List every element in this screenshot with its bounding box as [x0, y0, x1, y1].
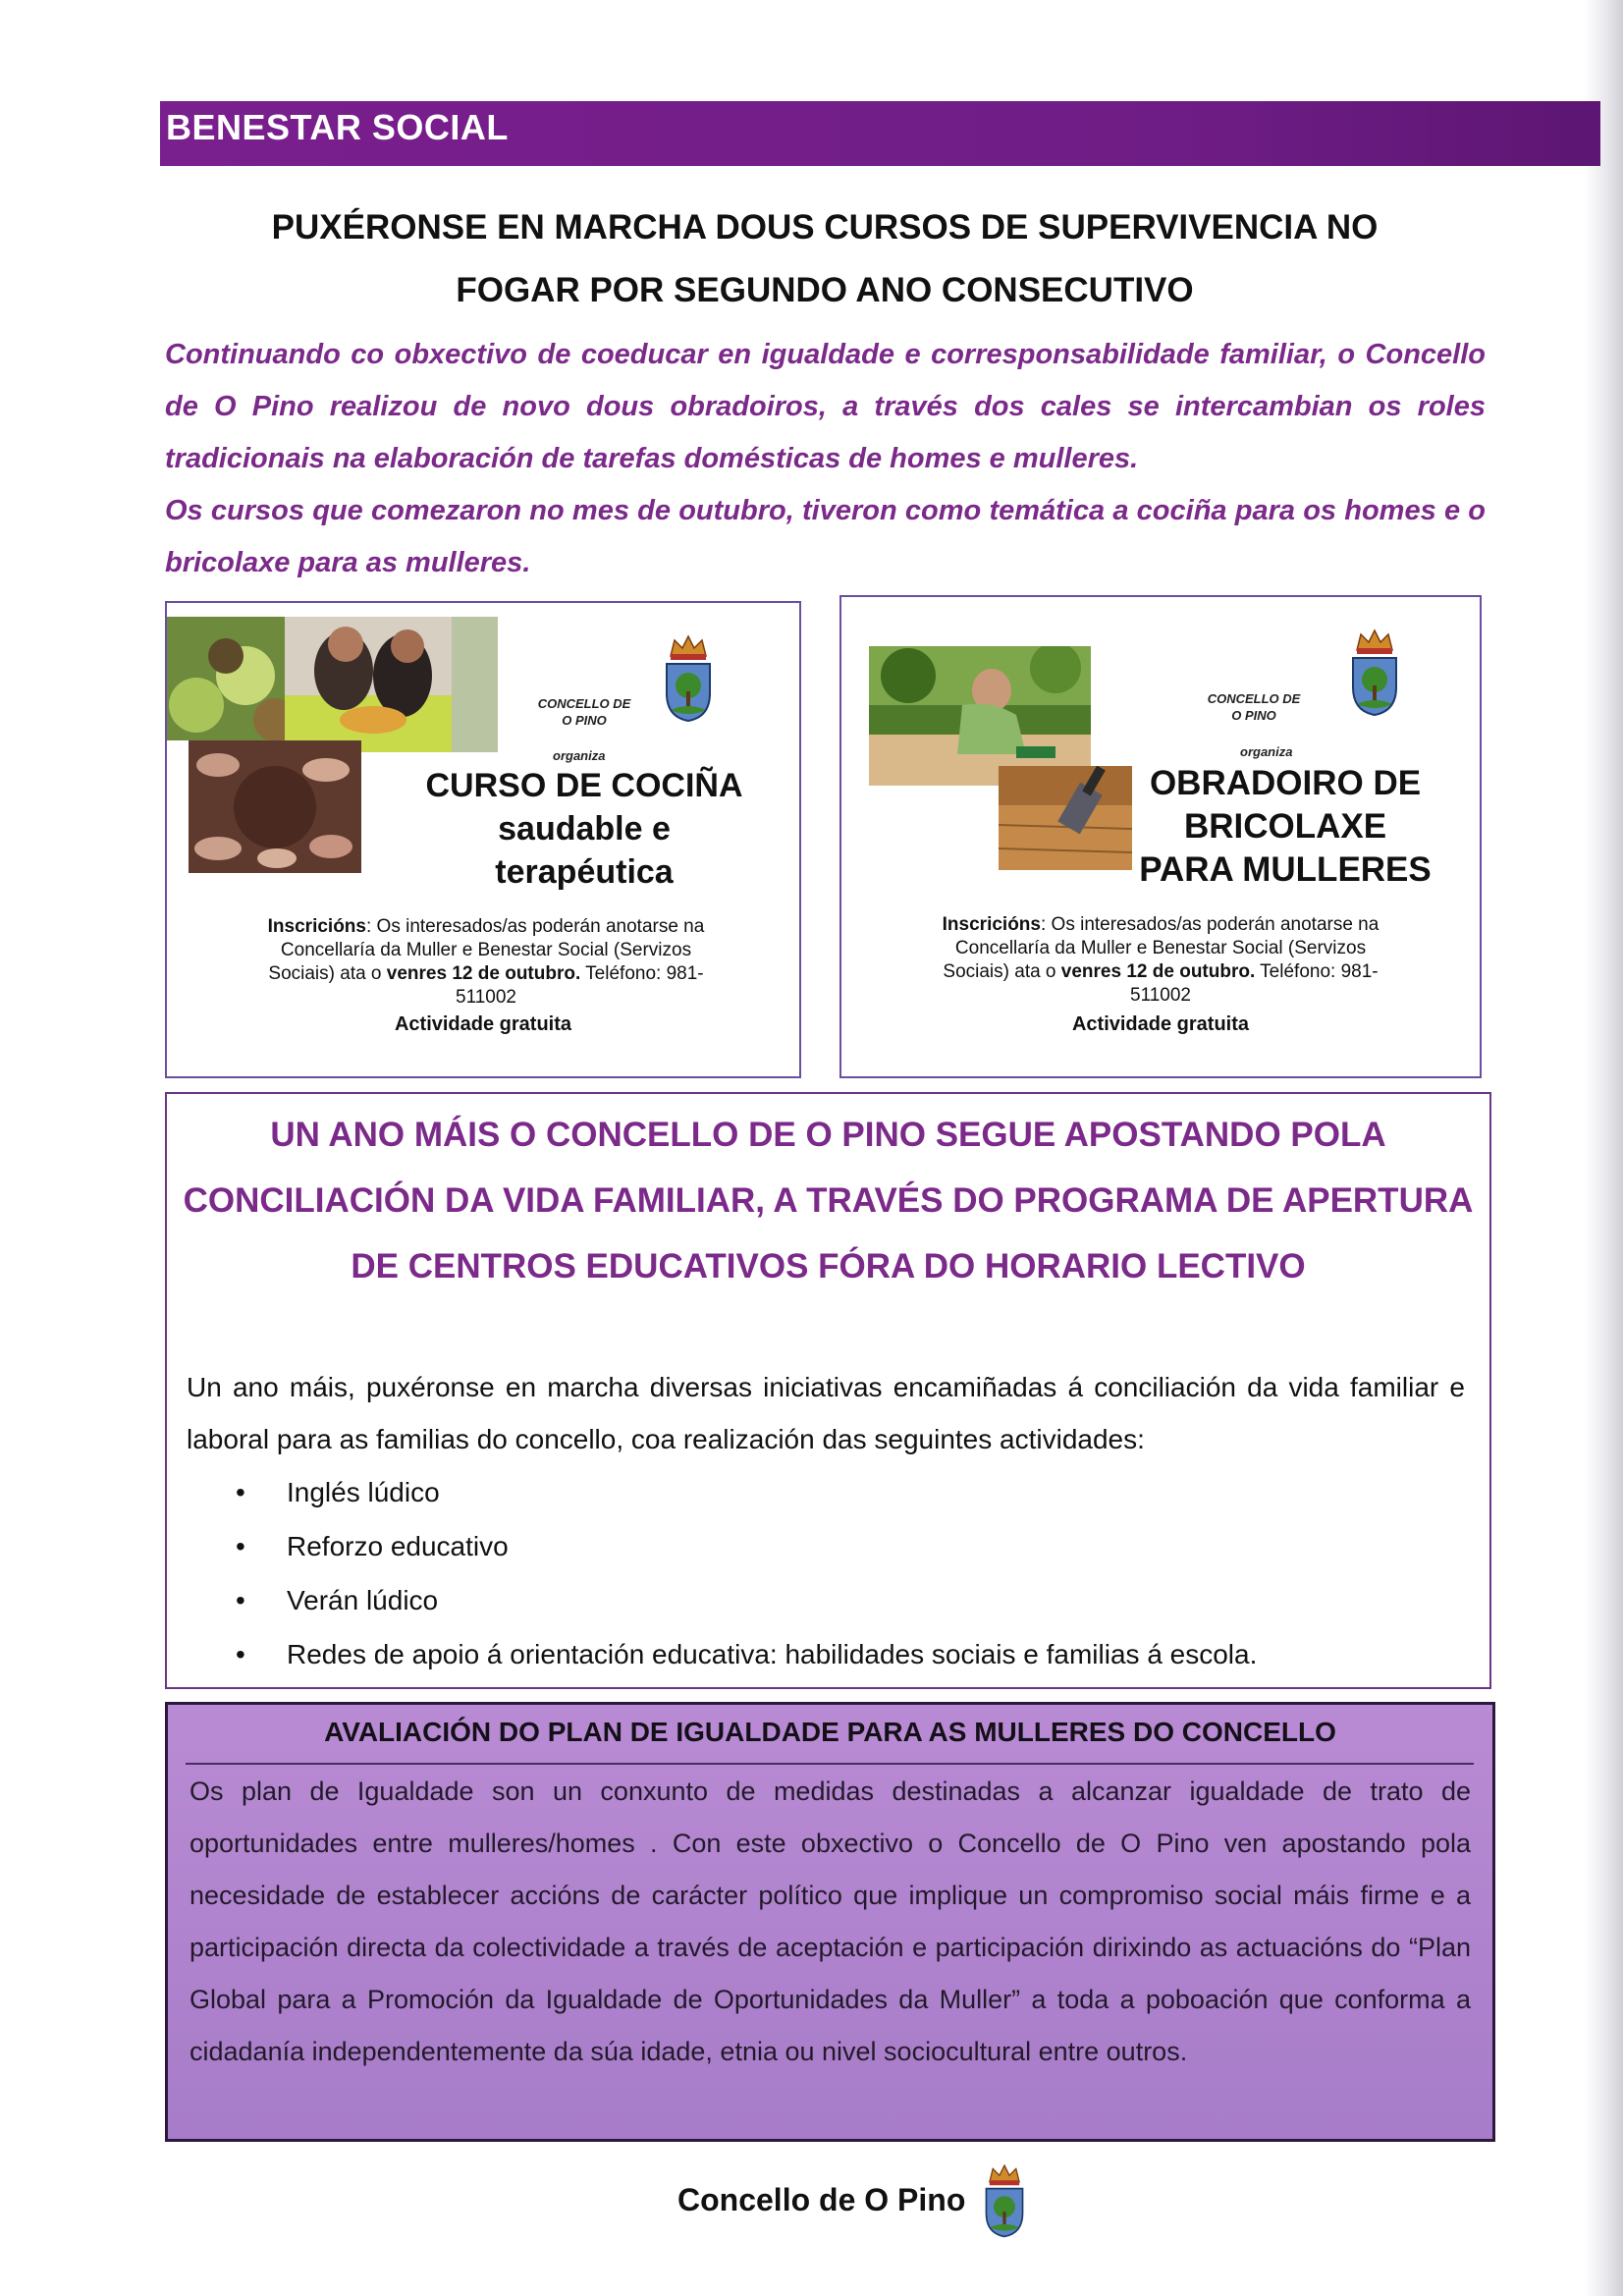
conciliation-title: UN ANO MÁIS O CONCELLO DE O PINO SEGUE APOSTANDO POLA CONCILIACIÓN DA VIDA FAMILIAR, A TRAVÉS DO PROGRAMA DE APERTURA DE CENTROS EDUCATIVOS FÓRA DO HORARIO LECTIVO [183, 1116, 1474, 1285]
intro-paragraph-1: Continuando co obxectivo de coeducar en igualdade e corresponsabilidade familiar, o Concello de O Pino realizou de novo dous obradoiros, a través dos cales se intercambian os roles tradicionais na elaboración de tarefas domésticas de homes e mulleres. [165, 339, 1486, 474]
inscription-phone: Teléfono: 981-511002 [1130, 961, 1379, 1006]
org-label [1205, 690, 1303, 724]
org-label [535, 695, 633, 729]
crest-icon [982, 2160, 1027, 2244]
photo-woodwork [869, 646, 1091, 786]
poster-title-line1: CURSO DE COCIÑA [425, 767, 743, 804]
inscription-date: venres 12 de outubro. [386, 963, 581, 984]
free-activity-label: Actividade gratuita [394, 1013, 572, 1035]
photo-paintbrush [999, 766, 1132, 870]
poster-title-line3: PARA MULLERES [1139, 850, 1432, 889]
poster-cocina [165, 601, 801, 1078]
inscription-text [935, 913, 1386, 1008]
article-title-line2: FOGAR POR SEGUNDO ANO CONSECUTIVO [456, 271, 1194, 309]
section-header-label: BENESTAR SOCIAL [166, 107, 509, 147]
list-item: • Redes de apoio á orientación educativa: habilidades sociais e familias á escola. [236, 1627, 1257, 1681]
conciliation-box [165, 1092, 1491, 1689]
conciliation-intro: Un ano máis, puxéronse en marcha diversas iniciativas encamiñadas á conciliación da vida familiar e laboral para as familias do concello, coa realización das seguintes actividades: [187, 1372, 1465, 1454]
section-header-bar [160, 101, 1600, 166]
poster-title-line3: terapéutica [495, 853, 674, 891]
organiza-label: organiza [1240, 744, 1293, 759]
equality-plan-box [165, 1702, 1495, 2142]
footer-label: Concello de O Pino [677, 2182, 966, 2217]
org-label-line1: CONCELLO DE [1207, 691, 1301, 706]
inscription-phone: Teléfono: 981-511002 [456, 963, 704, 1008]
inscription-label: Inscricións [267, 916, 366, 937]
poster-title [1128, 762, 1442, 892]
poster-title-line2: saudable e [498, 810, 671, 847]
page-edge [1584, 0, 1623, 2296]
article-intro [165, 329, 1486, 589]
organiza-label: organiza [553, 748, 606, 763]
article-title [167, 196, 1483, 322]
activities-list [236, 1465, 1257, 1681]
inscription-label: Inscricións [942, 914, 1041, 935]
crest-icon [1349, 625, 1400, 723]
poster-bricolaxe [839, 595, 1482, 1078]
inscription-text [255, 915, 717, 1010]
divider [186, 1763, 1474, 1765]
article-title-line1: PUXÉRONSE EN MARCHA DOUS CURSOS DE SUPERVIVENCIA NO [271, 208, 1379, 246]
crest-icon [663, 630, 714, 729]
inscription-body: : Os interesados/as poderán anotarse na Concellaría da Muller e Benestar Social (Servizos Sociais) ata o [943, 914, 1380, 982]
list-item: • Inglés lúdico [236, 1465, 1257, 1519]
poster-title [412, 764, 756, 894]
equality-plan-title: AVALIACIÓN DO PLAN DE IGUALDADE PARA AS MULLERES DO CONCELLO [324, 1717, 1336, 1747]
inscription-body: : Os interesados/as poderán anotarse na Concellaría da Muller e Benestar Social (Servizos Sociais) ata o [268, 916, 705, 984]
poster-title-line1: OBRADOIRO DE [1149, 764, 1422, 802]
intro-paragraph-2: Os cursos que comezaron no mes de outubro, tiveron como temática a cociña para os homes e o bricolaxe para as mulleres. [165, 495, 1486, 578]
org-label-line2: O PINO [1231, 708, 1276, 723]
list-item: • Reforzo educativo [236, 1519, 1257, 1573]
photo-hands [189, 740, 361, 873]
org-label-line2: O PINO [562, 713, 607, 728]
org-label-line1: CONCELLO DE [537, 696, 631, 711]
poster-title-line2: BRICOLAXE [1183, 807, 1387, 846]
list-item: • Verán lúdico [236, 1573, 1257, 1627]
equality-plan-text: Os plan de Igualdade son un conxunto de medidas destinadas a alcanzar igualdade de trato de oportunidades entre mulleres/homes . Con este obxectivo o Concello de O Pino ven apostando pola necesidade de establecer accións de carácter político que implique un compromiso social máis firme e a participación directa da colectividade a través de aceptación e participación dirixindo as actuacións do “Plan Global para a Promoción da Igualdade de Oportunidades da Muller” a toda a poboación que conforma a cidadanía independentemente da súa idade, etnia ou nivel sociocultural entre outros. [189, 1777, 1471, 2066]
free-activity-label: Actividade gratuita [1071, 1013, 1250, 1035]
inscription-date: venres 12 de outubro. [1060, 961, 1256, 982]
